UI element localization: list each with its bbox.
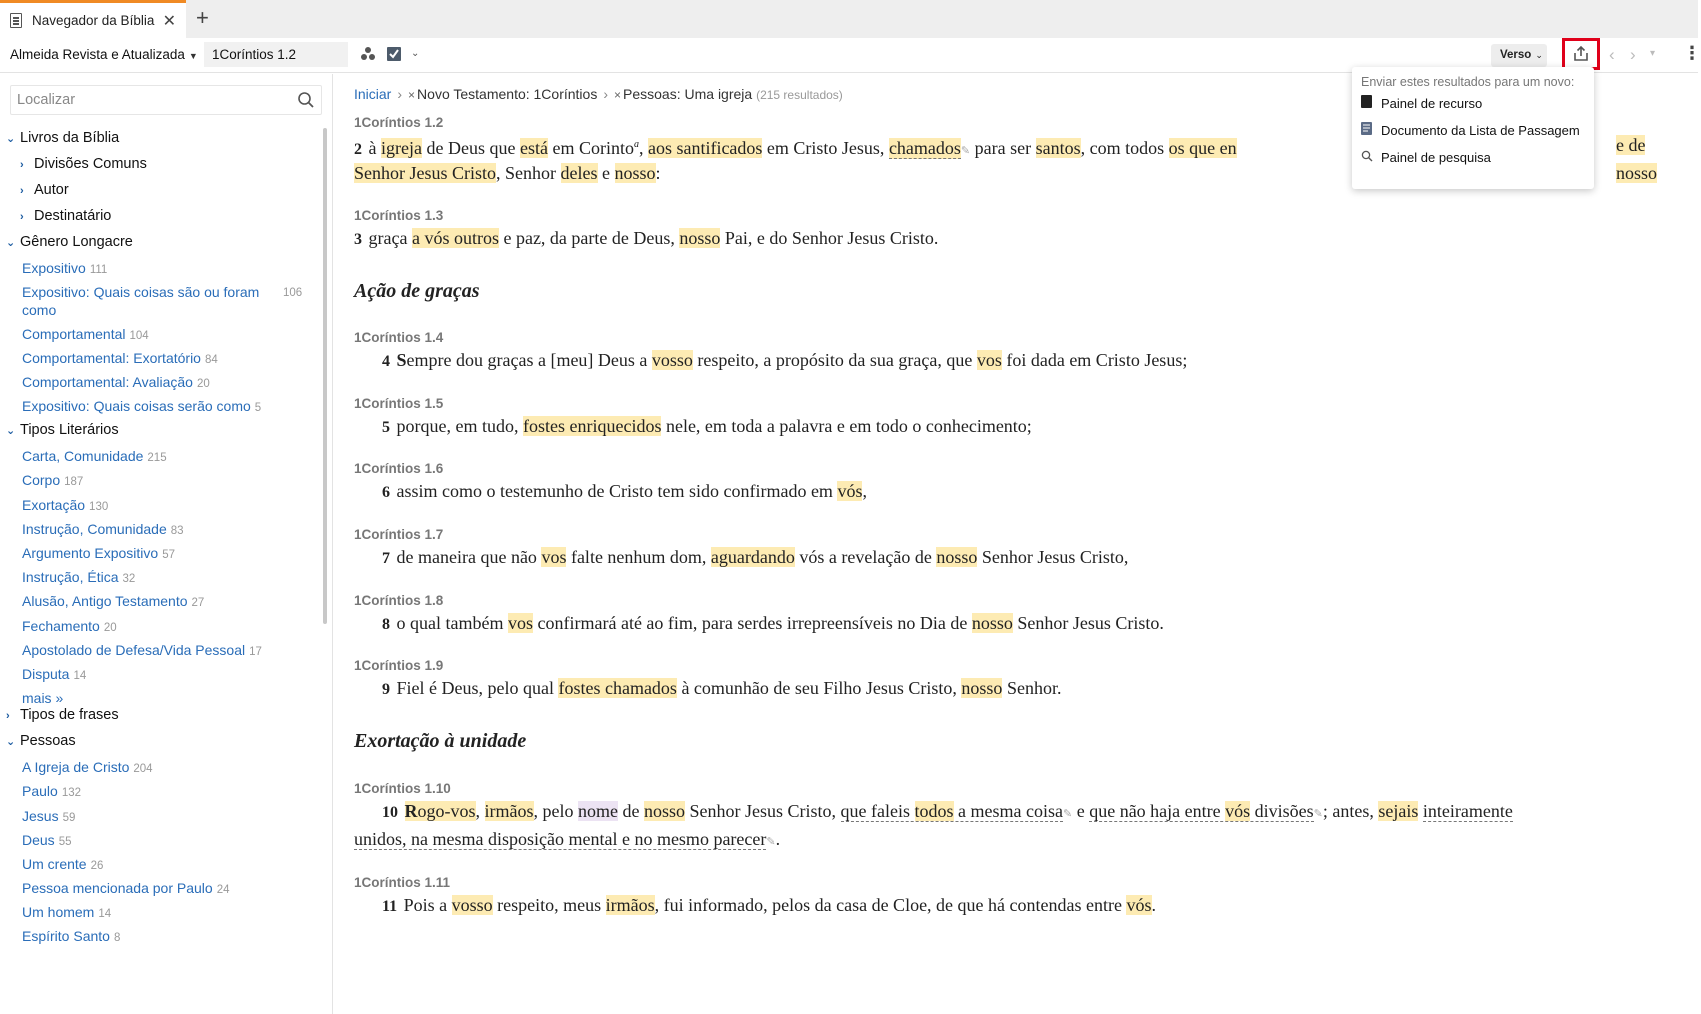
facet-label: Paulo (22, 783, 58, 799)
facet-count: 14 (73, 670, 87, 682)
facet-count: 27 (191, 597, 205, 609)
section-livros-da-biblia[interactable] (6, 130, 119, 146)
facet-label: Exortação (22, 497, 86, 513)
section-pessoas[interactable] (6, 733, 76, 749)
facet-link[interactable] (22, 259, 107, 279)
visual-filter-icon[interactable] (360, 46, 376, 66)
verse-text: 4 Sempre dou graças a [meu] Deus a vosso respeito, a propósito da sua graça, que vos foi dada em Cristo Jesus; (382, 350, 1188, 370)
facet-count: 132 (61, 787, 81, 799)
facet-label: Instrução, Comunidade (22, 521, 167, 537)
section-heading: Ação de graças (354, 280, 480, 302)
tab-bar (0, 0, 1698, 38)
section-autor[interactable] (20, 182, 69, 198)
facet-link[interactable] (22, 592, 204, 612)
menu-item-resource-panel[interactable] (1361, 92, 1589, 114)
breadcrumb (354, 86, 843, 102)
facet-count: 26 (90, 860, 104, 872)
history-dropdown-icon[interactable]: ▾ (1650, 48, 1656, 59)
share-icon (1572, 45, 1590, 63)
menu-item-label: Painel de recurso (1381, 95, 1483, 111)
tab-bible-browser[interactable] (0, 0, 186, 38)
verso-label: Verso (1500, 49, 1532, 61)
facet-label: Disputa (22, 666, 70, 682)
sidebar-scrollbar[interactable] (323, 128, 327, 624)
tab-title: Navegador da Bíblia (32, 13, 155, 28)
chevron-down-icon: ⌄ (1535, 50, 1543, 60)
verse-reference[interactable]: 1Coríntios 1.9 (354, 658, 444, 673)
breadcrumb-filter-people[interactable]: Pessoas: Uma igreja (623, 86, 753, 102)
facet-label: Corpo (22, 472, 61, 488)
facet-link[interactable] (22, 447, 167, 467)
facet-label: Carta, Comunidade (22, 448, 144, 464)
facet-label: Comportamental: Exortatório (22, 350, 201, 366)
section-destinatario[interactable] (20, 208, 111, 224)
facet-link[interactable] (22, 641, 262, 661)
verse-reference[interactable]: 1Coríntios 1.6 (354, 461, 444, 476)
verse-text: 2 à igreja de Deus que está em Corinto$^a$, aos santificados em Cristo Jesus, chamados✎ para ser santos, com todos os que en (354, 138, 1237, 158)
section-divisoes-comuns[interactable] (20, 156, 147, 172)
verse-reference[interactable]: 1Coríntios 1.5 (354, 396, 444, 411)
facet-label: como (22, 302, 57, 318)
facet-label: Expositivo (22, 260, 86, 276)
verse-text: 5 porque, em tudo, fostes enriquecidos nele, em toda a palavra e em todo o conhecimento; (382, 416, 1032, 436)
verse-reference[interactable]: 1Coríntios 1.8 (354, 593, 444, 608)
facet-link[interactable] (22, 471, 83, 491)
facet-link[interactable] (22, 496, 108, 516)
facet-link[interactable] (22, 807, 75, 827)
facet-count: 20 (196, 378, 210, 390)
facet-label: Expositivo: Quais coisas serão como (22, 398, 251, 414)
verse-reference[interactable]: 1Coríntios 1.7 (354, 527, 444, 542)
facet-label: Espírito Santo (22, 928, 110, 944)
chevron-right-icon: › (20, 159, 24, 171)
chevron-down-icon: ⌄ (6, 736, 16, 748)
facet-label: Comportamental: Avaliação (22, 374, 193, 390)
facet-link[interactable] (22, 903, 111, 923)
remove-filter-icon[interactable]: × (614, 88, 622, 102)
verso-dropdown[interactable] (1491, 44, 1547, 67)
facet-count: 5 (254, 402, 262, 414)
facet-link[interactable] (22, 665, 86, 685)
facet-label: Pessoa mencionada por Paulo (22, 880, 213, 896)
facet-label: Fechamento (22, 618, 100, 634)
facet-link[interactable] (22, 855, 103, 875)
facet-link[interactable] (22, 283, 262, 319)
section-label: Autor (34, 182, 69, 198)
dropdown-header: Enviar estes resultados para um novo: (1361, 75, 1575, 89)
facet-count: 24 (216, 884, 230, 896)
facet-count: 8 (113, 932, 121, 944)
verse-text: 9 Fiel é Deus, pelo qual fostes chamados à comunhão de seu Filho Jesus Cristo, nosso Senhor. (382, 678, 1062, 698)
search-input[interactable] (11, 86, 271, 114)
facet-link[interactable] (22, 879, 229, 899)
facet-link[interactable] (22, 373, 210, 393)
verse-reference[interactable]: 1Coríntios 1.2 (354, 115, 444, 130)
section-genero-longacre[interactable] (6, 234, 133, 250)
forward-arrow-icon[interactable]: › (1630, 45, 1636, 64)
verse-text: 10 Rogo-vos, irmãos, pelo nome de nosso Senhor Jesus Cristo, que faleis todos a mesma coisa✎ e que não haja entre vós divisões✎; antes, sejais inteiramente (382, 801, 1513, 821)
result-count: (215 resultados) (756, 88, 843, 102)
section-heading: Exortação à unidade (354, 730, 527, 752)
facet-count: 204 (133, 763, 153, 775)
facet-link[interactable] (22, 544, 175, 564)
scroll-markers[interactable] (1688, 74, 1698, 1014)
search-icon[interactable] (297, 91, 315, 114)
sidebar (0, 74, 333, 1014)
facet-label: Um homem (22, 904, 95, 920)
facet-count: 215 (147, 452, 167, 464)
menu-item-label: Documento da Lista de Passagem (1381, 122, 1580, 138)
more-link[interactable]: mais » (22, 690, 64, 706)
chevron-right-icon: › (20, 185, 24, 197)
facet-count: 130 (89, 501, 109, 513)
facet-label: Jesus (22, 808, 59, 824)
breadcrumb-filter-book[interactable]: Novo Testamento: 1Coríntios (417, 86, 598, 102)
verse-text: 7 de maneira que não vos falte nenhum dom, aguardando vós a revelação de nosso Senhor Jesus Cristo, (382, 547, 1129, 567)
verse-text: 6 assim como o testemunho de Cristo tem sido confirmado em vós, (382, 481, 867, 501)
facet-link[interactable] (22, 349, 218, 369)
facet-count: 20 (103, 622, 117, 634)
facet-link[interactable] (22, 758, 153, 778)
facet-link[interactable] (22, 520, 184, 540)
verse-reference[interactable]: 1Coríntios 1.3 (354, 208, 444, 223)
facet-label: Apostolado de Defesa/Vida Pessoal (22, 642, 246, 658)
facet-count: 55 (58, 836, 72, 848)
section-label: Livros da Bíblia (20, 130, 120, 146)
checklist-icon[interactable] (386, 46, 402, 66)
section-label: Pessoas (20, 733, 76, 749)
facet-count: 59 (62, 812, 76, 824)
facet-label: A Igreja de Cristo (22, 759, 130, 775)
facet-label: Deus (22, 832, 55, 848)
verse-text: 8 o qual também vos confirmará até ao fim, para serdes irrepreensíveis no Dia de nosso Senhor Jesus Cristo. (382, 613, 1164, 633)
facet-link[interactable] (22, 617, 117, 637)
facet-count: 17 (249, 646, 262, 658)
facet-count: 104 (129, 330, 149, 342)
section-label: Destinatário (34, 208, 112, 224)
sidebar-search (10, 85, 322, 115)
verse-text: 3 graça a vós outros e paz, da parte de Deus, nosso Pai, e do Senhor Jesus Cristo. (354, 228, 939, 248)
facet-count: 14 (98, 908, 112, 920)
facet-link[interactable] (22, 325, 149, 345)
more-options-icon[interactable]: ⋮ (1683, 43, 1701, 63)
menu-item-passage-list[interactable] (1361, 119, 1589, 141)
facet-link[interactable] (22, 782, 81, 802)
breadcrumb-home[interactable]: Iniciar (354, 86, 392, 102)
export-results-button[interactable] (1562, 38, 1600, 70)
facet-count: 111 (89, 264, 108, 276)
facet-label: Um crente (22, 856, 87, 872)
section-tipos-de-frases[interactable] (6, 707, 119, 723)
facet-link[interactable] (22, 568, 135, 588)
chevron-down-icon: ⌄ (6, 425, 16, 437)
facet-count: 106 (283, 287, 303, 299)
breadcrumb-separator: › (397, 86, 403, 102)
facet-count: 32 (122, 573, 136, 585)
verse-text: unidos, na mesma disposição mental e no mesmo parecer✎. (354, 829, 781, 849)
section-label: Tipos Literários (20, 422, 119, 438)
menu-item-search-panel[interactable] (1361, 146, 1589, 168)
facet-link[interactable] (22, 927, 120, 947)
facet-label: Argumento Expositivo (22, 545, 159, 561)
verse-text: 11 Pois a vosso respeito, meus irmãos, fui informado, pelos da casa de Cloe, de que há contendas entre vós. (382, 895, 1156, 915)
verse-reference[interactable]: 1Coríntios 1.10 (354, 781, 451, 796)
facet-count: 187 (64, 476, 84, 488)
book-icon (1361, 95, 1377, 111)
breadcrumb-separator: › (603, 86, 608, 102)
facet-label: Instrução, Ética (22, 569, 119, 585)
search-icon (1361, 150, 1377, 165)
verse-text: e de nosso (1616, 135, 1658, 183)
reference-input[interactable]: 1Coríntios 1.2 (204, 42, 348, 67)
remove-filter-icon[interactable]: × (408, 88, 416, 102)
back-arrow-icon[interactable]: ‹ (1609, 45, 1615, 64)
document-icon (10, 13, 22, 28)
facet-count: 83 (170, 525, 184, 537)
chevron-right-icon: › (20, 211, 24, 223)
chevron-down-icon[interactable]: ⌄ (411, 48, 420, 59)
facet-label: Expositivo: Quais coisas são ou foram (22, 284, 260, 300)
bible-version-selector[interactable] (10, 47, 198, 62)
verse-reference[interactable]: 1Coríntios 1.4 (354, 330, 444, 345)
facet-count: 84 (204, 354, 218, 366)
facet-link[interactable] (22, 831, 71, 851)
facet-label: Alusão, Antigo Testamento (22, 593, 188, 609)
close-tab-icon[interactable]: ✕ (162, 13, 176, 30)
section-label: Divisões Comuns (34, 156, 147, 172)
chevron-down-icon: ⌄ (6, 133, 16, 145)
export-dropdown-menu (1352, 67, 1594, 189)
section-label: Tipos de frases (20, 707, 119, 723)
facet-label: Comportamental (22, 326, 126, 342)
verse-reference[interactable]: 1Coríntios 1.11 (354, 875, 451, 890)
chevron-down-icon: ⌄ (6, 237, 16, 249)
facet-count: 57 (162, 549, 175, 561)
new-tab-button[interactable]: + (196, 5, 209, 30)
verse-text: Senhor Jesus Cristo, Senhor deles e nosso: (354, 163, 661, 183)
section-tipos-literarios[interactable] (6, 422, 119, 438)
passage-list-icon (1361, 122, 1377, 138)
bible-version-label: Almeida Revista e Atualizada (10, 47, 185, 62)
results-pane (334, 74, 1680, 1014)
caret-down-icon: ▼ (188, 51, 198, 61)
menu-item-label: Painel de pesquisa (1381, 149, 1491, 165)
section-label: Gênero Longacre (20, 234, 133, 250)
facet-link[interactable] (22, 397, 261, 417)
chevron-right-icon: › (6, 710, 10, 722)
